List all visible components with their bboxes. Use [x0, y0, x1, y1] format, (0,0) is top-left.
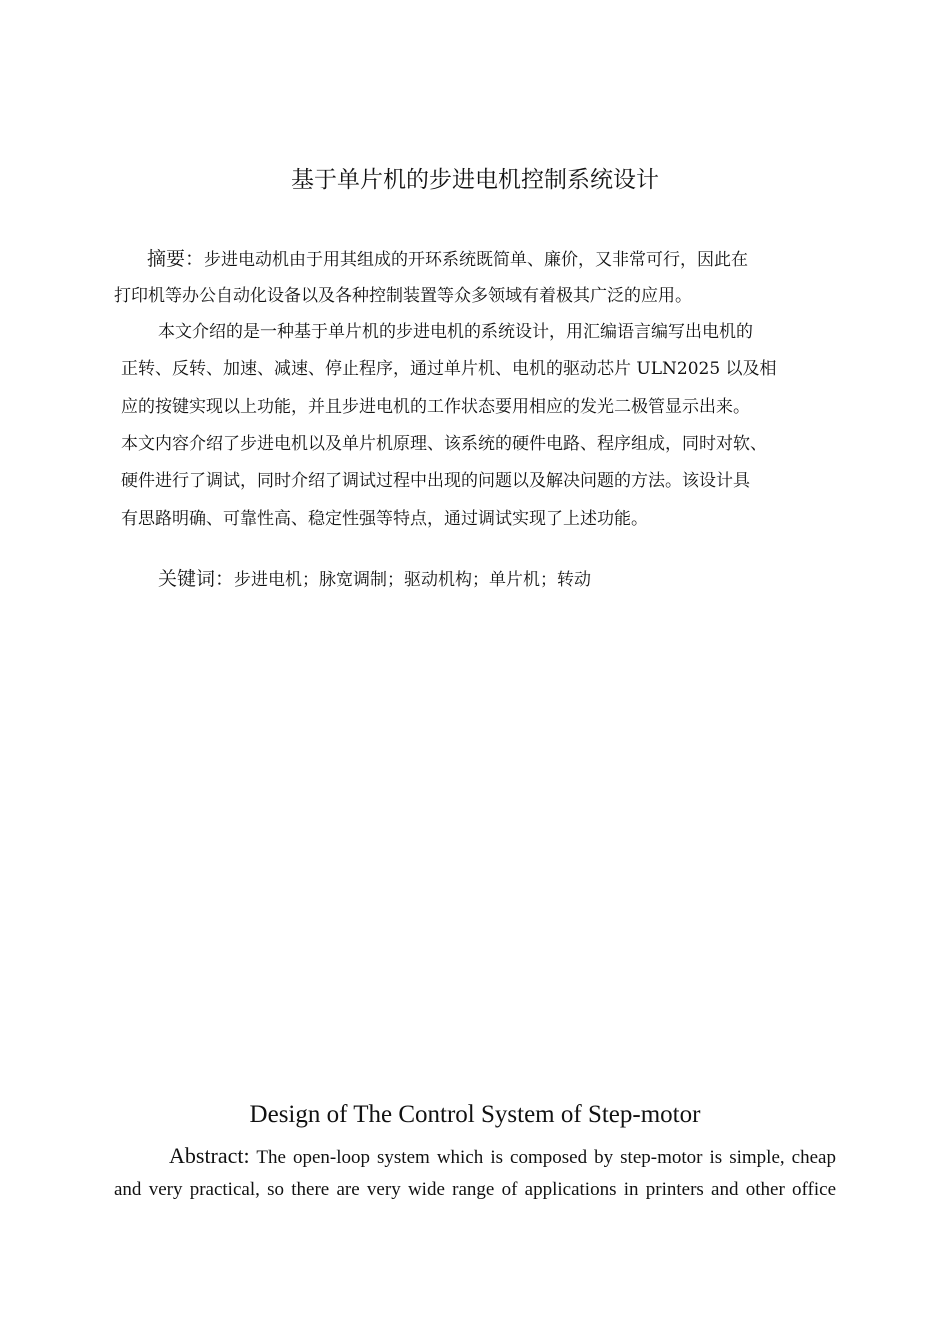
body-line-3: 应的按键实现以上功能，并且步进电机的工作状态要用相应的发光二极管显示出来。 — [121, 397, 750, 417]
body-line-5: 硬件进行了调试，同时介绍了调试过程中出现的问题以及解决问题的方法。该设计具 — [121, 471, 750, 491]
keywords-line — [158, 567, 591, 592]
body-line-2: 正转、反转、加速、减速、停止程序，通过单片机、电机的驱动芯片 ULN2025 以及相 — [121, 359, 777, 379]
abstract-label: 摘要： — [147, 248, 205, 270]
keywords-text: 步进电机；脉宽调制；驱动机构；单片机；转动 — [234, 570, 592, 590]
abstract-line-1 — [147, 247, 748, 272]
abstract-text-line-1: 步进电动机由于用其组成的开环系统既简单、廉价，又非常可行，因此在 — [204, 250, 749, 270]
english-abstract-text-line-2: and very practical, so there are very wide range of applications in printers and other office — [114, 1179, 836, 1200]
english-title: Design of The Control System of Step-motor — [249, 1101, 701, 1128]
keywords-label: 关键词： — [158, 568, 235, 590]
english-abstract-text-line-1: The open-loop system which is composed by step-motor is simple, cheap — [256, 1147, 836, 1168]
english-abstract-label: Abstract: — [169, 1143, 250, 1168]
chinese-title: 基于单片机的步进电机控制系统设计 — [291, 167, 659, 193]
english-abstract-line-1 — [169, 1144, 836, 1170]
body-line-1: 本文介绍的是一种基于单片机的步进电机的系统设计，用汇编语言编写出电机的 — [158, 322, 753, 342]
body-line-6: 有思路明确、可靠性高、稳定性强等特点，通过调试实现了上述功能。 — [121, 509, 648, 529]
abstract-text-line-2: 打印机等办公自动化设备以及各种控制装置等众多领域有着极其广泛的应用。 — [114, 286, 692, 306]
body-line-4: 本文内容介绍了步进电机以及单片机原理、该系统的硬件电路、程序组成，同时对软、 — [121, 434, 767, 454]
